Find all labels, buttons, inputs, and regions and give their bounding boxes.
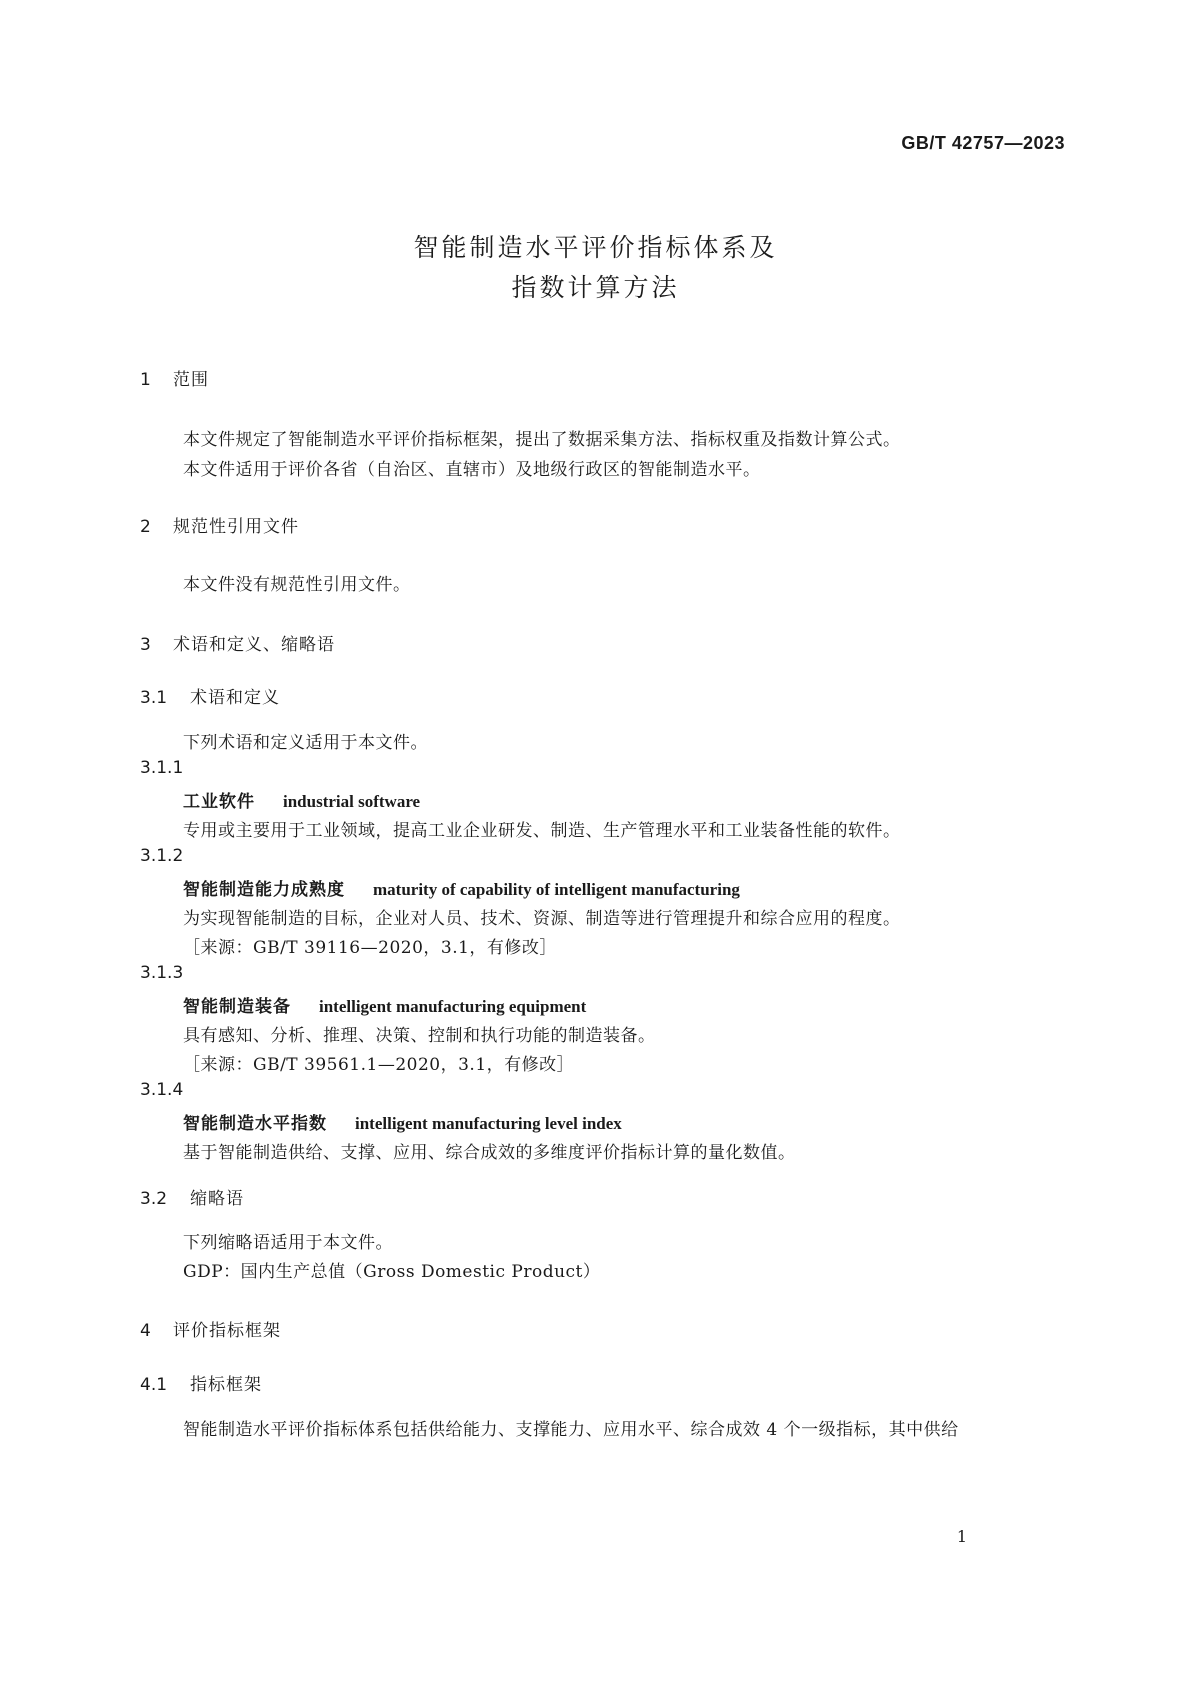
section-title: 术语和定义 bbox=[190, 688, 280, 708]
term-title bbox=[183, 1109, 622, 1134]
section-3-heading bbox=[140, 630, 335, 655]
page-number: 1 bbox=[956, 1527, 967, 1546]
term-source: ［来源：GB/T 39561.1—2020，3.1，有修改］ bbox=[183, 1055, 575, 1075]
term-title bbox=[183, 787, 420, 812]
section-3-1-heading bbox=[140, 683, 280, 708]
term-definition: 专用或主要用于工业领域，提高工业企业研发、制造、生产管理水平和工业装备性能的软件。 bbox=[183, 821, 901, 841]
paragraph: 下列缩略语适用于本文件。 bbox=[183, 1233, 393, 1253]
section-number: 4 bbox=[140, 1321, 151, 1341]
section-3-2-heading bbox=[140, 1184, 244, 1209]
term-en: intelligent manufacturing equipment bbox=[319, 997, 587, 1016]
term-definition: 具有感知、分析、推理、决策、控制和执行功能的制造装备。 bbox=[183, 1026, 656, 1046]
term-title bbox=[183, 992, 586, 1017]
section-title: 指标框架 bbox=[190, 1375, 262, 1395]
document-title-line1: 智能制造水平评价指标体系及 bbox=[413, 233, 778, 262]
term-zh: 智能制造水平指数 bbox=[183, 1114, 327, 1134]
section-number: 2 bbox=[140, 517, 151, 537]
section-4-heading bbox=[140, 1316, 281, 1341]
term-en: industrial software bbox=[283, 792, 421, 811]
section-number: 3 bbox=[140, 635, 151, 655]
term-en: maturity of capability of intelligent manufacturing bbox=[373, 880, 740, 899]
term-definition: 基于智能制造供给、支撑、应用、综合成效的多维度评价指标计算的量化数值。 bbox=[183, 1143, 796, 1163]
term-zh: 智能制造能力成熟度 bbox=[183, 880, 345, 900]
section-title: 术语和定义、缩略语 bbox=[173, 635, 335, 655]
section-number: 4.1 bbox=[140, 1375, 168, 1395]
section-number: 1 bbox=[140, 370, 151, 390]
paragraph: 智能制造水平评价指标体系包括供给能力、支撑能力、应用水平、综合成效 4 个一级指标，其中供给 bbox=[183, 1420, 959, 1440]
term-zh: 工业软件 bbox=[183, 792, 255, 812]
section-title: 规范性引用文件 bbox=[173, 517, 299, 537]
section-1-heading bbox=[140, 365, 209, 390]
term-number: 3.1.4 bbox=[140, 1080, 184, 1100]
paragraph: 本文件规定了智能制造水平评价指标框架，提出了数据采集方法、指标权重及指数计算公式。 bbox=[183, 430, 901, 450]
section-title: 缩略语 bbox=[190, 1189, 244, 1209]
term-title bbox=[183, 875, 740, 900]
abbreviation-entry: GDP：国内生产总值（Gross Domestic Product） bbox=[183, 1262, 601, 1282]
term-number: 3.1.3 bbox=[140, 963, 184, 983]
term-zh: 智能制造装备 bbox=[183, 997, 291, 1017]
paragraph: 本文件适用于评价各省（自治区、直辖市）及地级行政区的智能制造水平。 bbox=[183, 460, 761, 480]
section-2-heading bbox=[140, 512, 299, 537]
term-source: ［来源：GB/T 39116—2020，3.1，有修改］ bbox=[183, 938, 557, 958]
document-number: GB/T 42757—2023 bbox=[901, 133, 1065, 153]
term-en: intelligent manufacturing level index bbox=[355, 1114, 622, 1133]
term-number: 3.1.1 bbox=[140, 758, 184, 778]
section-number: 3.2 bbox=[140, 1189, 168, 1209]
section-number: 3.1 bbox=[140, 688, 168, 708]
paragraph: 下列术语和定义适用于本文件。 bbox=[183, 733, 428, 753]
paragraph: 本文件没有规范性引用文件。 bbox=[183, 575, 411, 595]
term-number: 3.1.2 bbox=[140, 846, 184, 866]
section-title: 范围 bbox=[173, 370, 209, 390]
section-4-1-heading bbox=[140, 1370, 262, 1395]
term-definition: 为实现智能制造的目标，企业对人员、技术、资源、制造等进行管理提升和综合应用的程度。 bbox=[183, 909, 901, 929]
section-title: 评价指标框架 bbox=[173, 1321, 281, 1341]
document-title-line2: 指数计算方法 bbox=[511, 273, 680, 302]
